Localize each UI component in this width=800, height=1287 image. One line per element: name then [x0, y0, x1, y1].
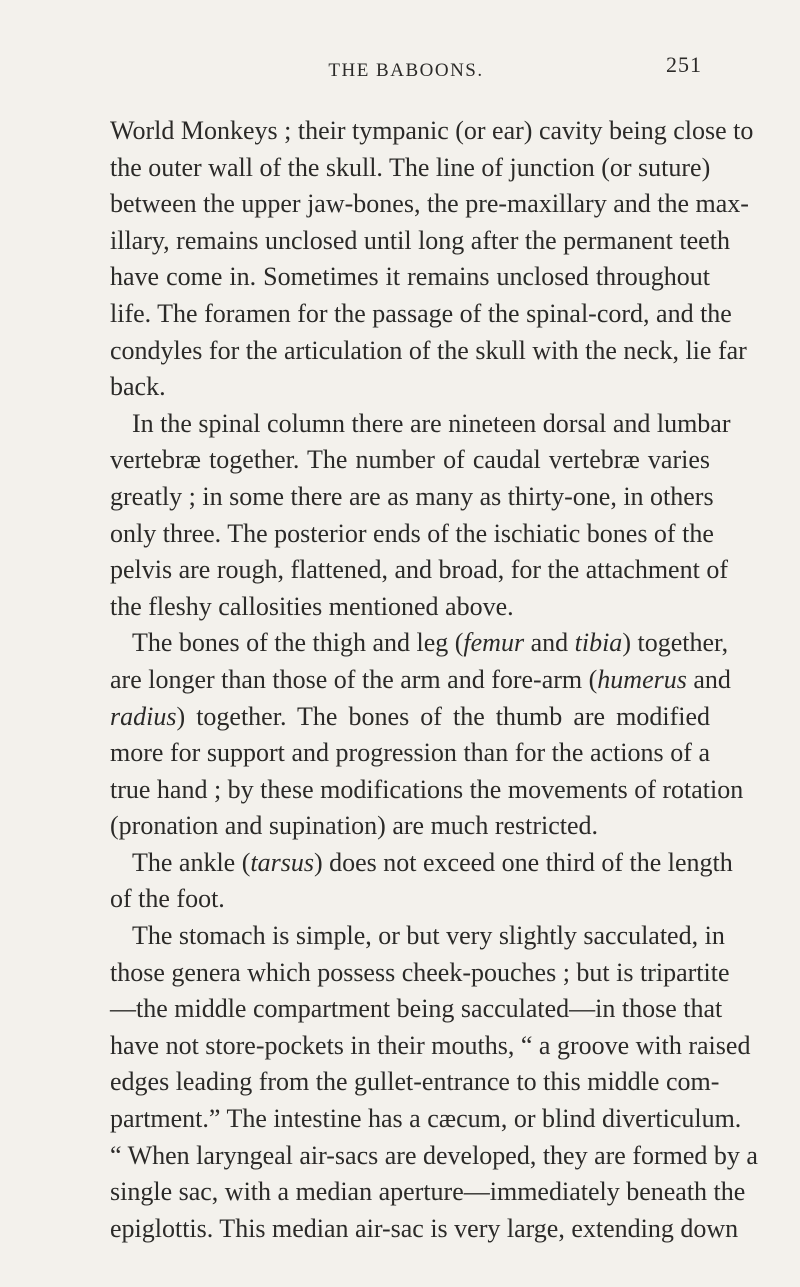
- text-line: true hand ; by these modifications the movements of rotation: [110, 774, 744, 804]
- paragraph: [110, 113, 754, 406]
- running-head: THE BABOONS.: [328, 60, 484, 81]
- text-line: World Monkeys ; their tympanic (or ear) cavity being close to: [110, 116, 754, 145]
- page-header: [110, 52, 702, 90]
- text-line: have come in. Sometimes it remains unclosed throughout: [110, 262, 710, 292]
- text-line: “ When laryngeal air-sacs are developed, they are formed by a: [110, 1140, 758, 1170]
- text-line: life. The foramen for the passage of the spinal-cord, and the: [110, 298, 732, 328]
- text-line: greatly ; in some there are as many as thirty-one, in others: [110, 481, 714, 511]
- text-line: the outer wall of the skull. The line of junction (or suture): [110, 152, 711, 182]
- text-line: edges leading from the gullet-entrance to this middle com-: [110, 1067, 720, 1097]
- text-line: The ankle (tarsus) does not exceed one third of the length: [132, 847, 733, 877]
- paragraph: [110, 625, 744, 845]
- text-line: epiglottis. This median air-sac is very large, extending down: [110, 1213, 739, 1243]
- paragraph: [110, 406, 731, 626]
- text-line: condyles for the articulation of the skull with the neck, lie far: [110, 335, 747, 365]
- text-line: pelvis are rough, flattened, and broad, for the attachment of: [110, 555, 728, 585]
- page-number: 251: [666, 52, 702, 77]
- text-line: are longer than those of the arm and fore-arm (humerus and: [110, 664, 731, 694]
- text-line: partment.” The intestine has a cæcum, or blind diverticulum.: [110, 1104, 742, 1134]
- text-line: The bones of the thigh and leg (femur and tibia) together,: [132, 628, 729, 658]
- text-line: In the spinal column there are nineteen dorsal and lumbar: [132, 408, 731, 438]
- text-line: have not store-pockets in their mouths, “ a groove with raised: [110, 1030, 751, 1060]
- text-line: The stomach is simple, or but very slightly sacculated, in: [132, 921, 725, 951]
- text-line: those genera which possess cheek-pouches ; but is tripartite: [110, 957, 730, 987]
- text-line: (pronation and supination) are much restricted.: [110, 811, 599, 841]
- text-line: back.: [110, 372, 166, 402]
- text-line: vertebræ together. The number of caudal vertebræ varies: [110, 445, 710, 475]
- body-text: [110, 113, 758, 1247]
- text-line: —the middle compartment being sacculated—in those that: [110, 994, 723, 1024]
- text-line: radius) together. The bones of the thumb are modified: [110, 701, 710, 731]
- text-line: between the upper jaw-bones, the pre-maxillary and the max-: [110, 189, 749, 219]
- text-line: the fleshy callosities mentioned above.: [110, 591, 514, 621]
- text-line: illary, remains unclosed until long after the permanent teeth: [110, 225, 730, 255]
- paragraph: [110, 845, 733, 918]
- text-line: single sac, with a median aperture—immediately beneath the: [110, 1177, 746, 1207]
- text-line: more for support and progression than for the actions of a: [110, 738, 710, 768]
- text-line: only three. The posterior ends of the ischiatic bones of the: [110, 518, 714, 548]
- text-line: of the foot.: [110, 884, 225, 914]
- paragraph: [110, 918, 758, 1247]
